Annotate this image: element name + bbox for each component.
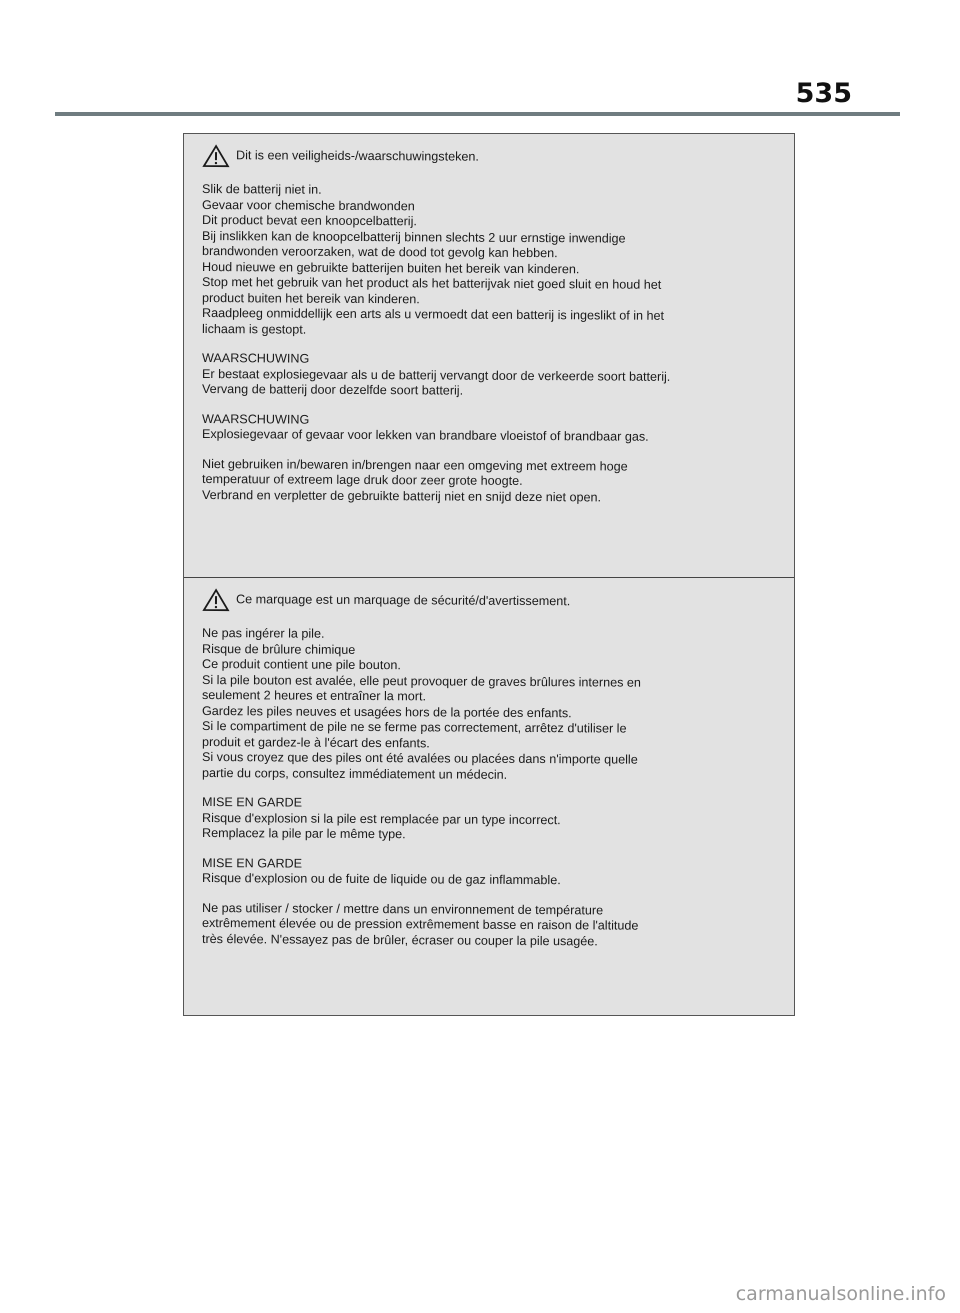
text-line: WAARSCHUWING — [201, 411, 310, 427]
french-block-warning-explosion — [202, 856, 786, 887]
text-line: Si la pile bouton est avalée, elle peut provoquer de graves brûlures internes en — [201, 672, 642, 690]
text-line: partie du corps, consultez immédiatement un médecin. — [201, 765, 508, 782]
french-block-environment — [202, 901, 786, 948]
text-line: extrêmement élevée ou de pression extrêmement basse en raison de l'altitude — [201, 916, 639, 933]
warning-label-scan — [183, 133, 795, 1016]
text-line: Si vous croyez que des piles ont été avalées ou placées dans n'importe quelle — [201, 750, 638, 767]
text-line: MISE EN GARDE — [201, 795, 303, 810]
french-heading — [202, 588, 786, 616]
text-line: temperatuur of extreem lage druk door zeer grote hoogte. — [201, 472, 523, 488]
text-line: Stop met het gebruik van het product als het batterijvak niet goed sluit en houd het — [201, 275, 662, 292]
warning-triangle-icon — [202, 144, 230, 168]
dutch-heading-text: Dit is een veiligheids-/waarschuwingsteken. — [235, 148, 479, 164]
dutch-block-ingest — [202, 182, 786, 337]
header-rule — [55, 112, 900, 116]
text-line: Si le compartiment de pile ne se ferme pas correctement, arrêtez d'utiliser le — [201, 719, 627, 736]
text-line: WAARSCHUWING — [201, 351, 310, 366]
page-number: 535 — [795, 78, 852, 109]
text-line: lichaam is gestopt. — [201, 321, 307, 337]
text-line: Ce produit contient une pile bouton. — [201, 657, 401, 673]
text-line: Niet gebruiken in/bewaren in/brengen naar een omgeving met extreem hoge — [201, 456, 628, 474]
text-line: MISE EN GARDE — [201, 855, 303, 871]
text-line: brandwonden veroorzaken, wat de dood tot gevolg kan hebben. — [201, 244, 558, 261]
text-line: Risque d'explosion si la pile est remplacée par un type incorrect. — [201, 810, 561, 827]
text-line: product buiten het bereik van kinderen. — [201, 290, 420, 306]
dutch-warning-section — [184, 134, 794, 577]
dutch-block-warning-explosion — [202, 412, 786, 443]
dutch-block-environment — [202, 457, 786, 504]
text-line: Bij inslikken kan de knoopcelbatterij binnen slechts 2 uur ernstige inwendige — [201, 228, 626, 246]
french-heading-text: Ce marquage est un marquage de sécurité/d'avertissement. — [235, 592, 571, 609]
text-line: Dit product bevat een knoopcelbatterij. — [201, 213, 417, 229]
text-line: Risque d'explosion ou de fuite de liquide ou de gaz inflammable. — [201, 871, 561, 888]
text-line: seulement 2 heures et entraîner la mort. — [201, 688, 427, 704]
text-line: Gevaar voor chemische brandwonden — [201, 197, 415, 213]
french-block-warning-replace — [202, 795, 786, 842]
text-line: produit et gardez-le à l'écart des enfants. — [201, 734, 430, 750]
text-line: Gardez les piles neuves et usagées hors de la portée des enfants. — [201, 703, 572, 720]
text-line: Vervang de batterij door dezelfde soort batterij. — [201, 382, 464, 398]
text-line: Risque de brûlure chimique — [201, 641, 356, 657]
text-line: Explosiegevaar of gevaar voor lekken van brandbare vloeistof of brandbaar gas. — [201, 427, 649, 444]
text-line: Slik de batterij niet in. — [201, 182, 322, 197]
text-line: Houd nieuwe en gebruikte batterijen buiten het bereik van kinderen. — [201, 259, 580, 276]
watermark: carmanualsonline.info — [735, 1283, 946, 1305]
text-line: Er bestaat explosiegevaar als u de batterij vervangt door de verkeerde soort batterij. — [201, 366, 671, 384]
warning-triangle-icon — [202, 588, 230, 612]
text-line: Ne pas utiliser / stocker / mettre dans un environnement de température — [201, 900, 604, 917]
french-warning-section — [184, 577, 794, 1016]
text-line: Verbrand en verpletter de gebruikte batterij niet en snijd deze niet open. — [201, 487, 602, 504]
french-block-ingest — [202, 626, 786, 781]
text-line: Ne pas ingérer la pile. — [201, 626, 325, 641]
text-line: très élevée. N'essayez pas de brûler, écraser ou couper la pile usagée. — [201, 931, 598, 948]
dutch-block-warning-replace — [202, 351, 786, 398]
dutch-heading — [202, 144, 786, 172]
text-line: Remplacez la pile par le même type. — [201, 826, 406, 842]
text-line: Raadpleeg onmiddellijk een arts als u vermoedt dat een batterij is ingeslikt of in het — [201, 306, 665, 323]
